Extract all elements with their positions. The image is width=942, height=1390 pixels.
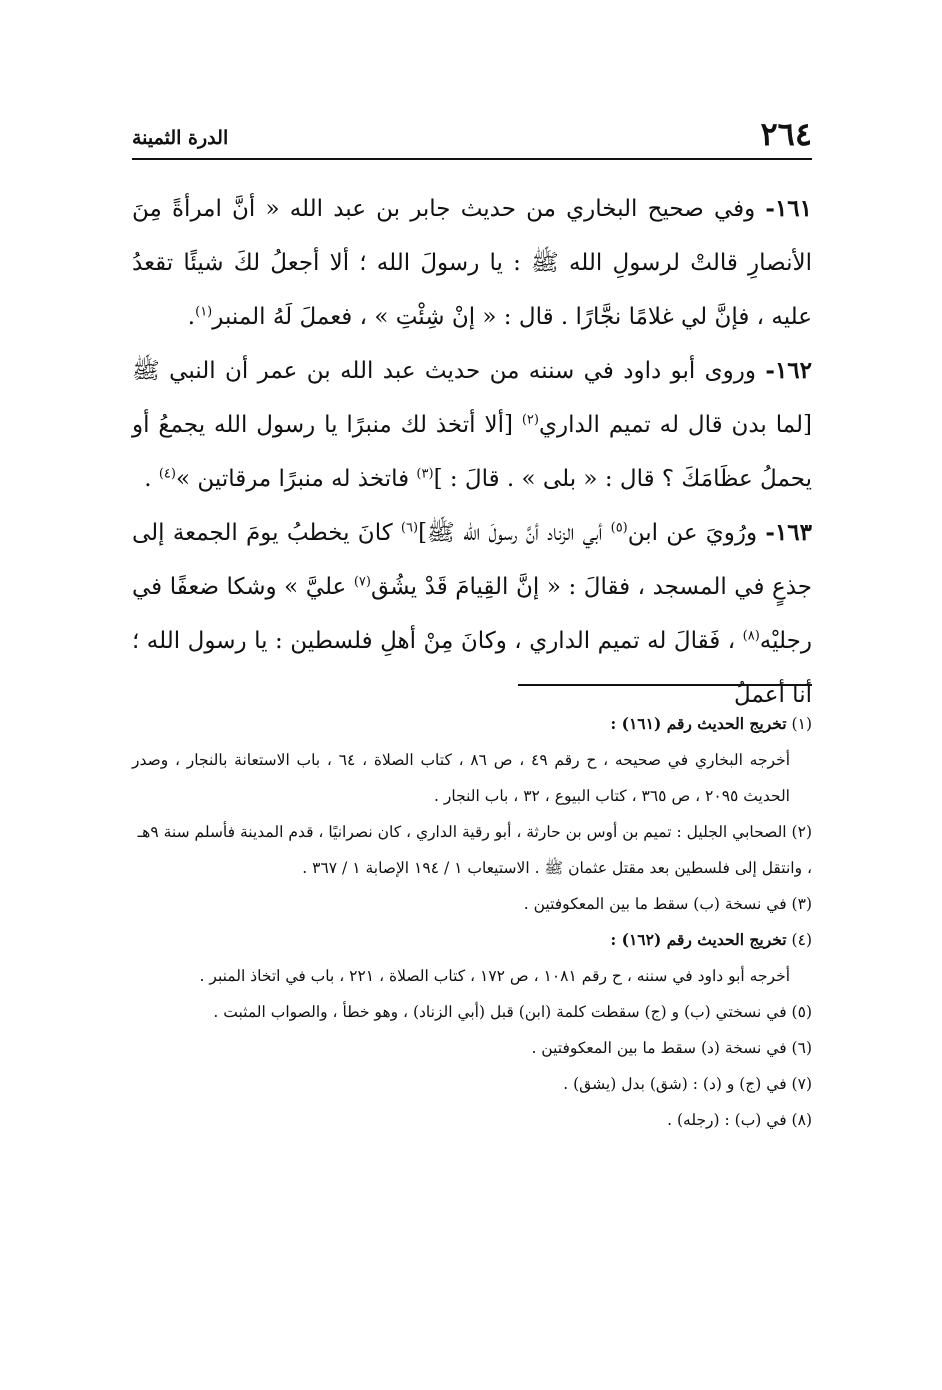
footnote-5 xyxy=(132,994,812,1030)
footnote-number: (٤) xyxy=(791,931,812,949)
footnote-4 xyxy=(132,922,812,958)
footnote-1-text xyxy=(132,742,812,814)
footnote-4-text xyxy=(132,958,812,994)
footnote-ref: (٤) xyxy=(158,466,176,482)
footnote-number: (٨) xyxy=(791,1111,812,1129)
footnote-title: تخريج الحديث رقم (١٦١) : xyxy=(610,714,787,733)
hadith-text: كانَ يخطبُ يومَ الجمعة إلى جذعٍ في المسجد ، فقالَ : « إنَّ القِيامَ قَدْ يشُق xyxy=(132,520,812,600)
footnote-ref: (٧) xyxy=(353,574,371,590)
footnote-title: تخريج الحديث رقم (١٦٢) : xyxy=(610,930,787,949)
footnote-6 xyxy=(132,1030,812,1066)
body-text xyxy=(132,182,812,722)
hadith-text: ، فَقالَ له تميم الداري ، وكانَ مِنْ أهلِ فلسطين : يا رسول الله ؛ أنا أعملُ xyxy=(132,628,812,708)
page-header xyxy=(132,112,812,156)
footnote-ref: (١) xyxy=(195,304,213,320)
footnote-ref: (٨) xyxy=(742,628,760,644)
hadith-text: وفي صحيح البخاري من حديث جابر بن عبد الله « أنَّ امرأةً مِنَ الأنصارِ قالتْ لرسولِ الله ﷺ : يا رسولَ الله ؛ ألا أجعلُ لكَ شيئًا تقعدُ عليه ، فإنَّ لي غلامًا نجَّارًا . قال : « إنْ شِئْتِ » ، فعملَ لَهُ المنبر xyxy=(132,196,812,330)
hadith-text: . xyxy=(187,304,196,330)
footnote-ref: (٣) xyxy=(416,466,434,482)
footnote-1 xyxy=(132,706,812,742)
footnote-text: أخرجه أبو داود في سننه ، ح رقم ١٠٨١ ، ص ١٧٢ ، كتاب الصلاة ، ٢٢١ ، باب في اتخاذ المنبر . xyxy=(199,967,790,985)
hadith-text: . xyxy=(144,466,159,492)
header-rule xyxy=(132,158,812,160)
hadith-text: ورُويَ عن ابن xyxy=(627,520,758,546)
hadith-text: أبي الزناد أنَّ رسولَ الله ﷺ] xyxy=(418,520,611,546)
footnote-separator xyxy=(518,684,812,686)
page-number: ٢٦٤ xyxy=(760,115,812,153)
footnote-number: (١) xyxy=(791,715,812,733)
hadith-163 xyxy=(132,506,812,722)
footnote-ref: (٥) xyxy=(610,520,628,536)
running-title: الدرة الثمينة xyxy=(132,127,229,149)
footnote-text: في (ج) و (د) : (شق) بدل (يشق) . xyxy=(563,1075,787,1093)
footnote-text: أخرجه البخاري في صحيحه ، ح رقم ٤٩ ، ص ٨٦ ، كتاب الصلاة ، ٦٤ ، باب الاستعانة بالنجار ، وصدر الحديث ٢٠٩٥ ، ص ٣٦٥ ، كتاب البيوع ، ٣٢ ، باب النجار . xyxy=(132,751,791,805)
footnote-ref: (٦) xyxy=(400,520,419,536)
footnote-text: في (ب) : (رجله) . xyxy=(667,1111,787,1129)
footnote-number: (٢) xyxy=(791,823,812,841)
footnote-text: في نسخة (ب) سقط ما بين المعكوفتين . xyxy=(523,895,787,913)
footnote-7 xyxy=(132,1066,812,1102)
footnote-2 xyxy=(132,814,812,886)
footnote-8 xyxy=(132,1102,812,1138)
hadith-161 xyxy=(132,182,812,344)
footnote-ref: (٢) xyxy=(521,412,539,428)
hadith-text: [ألا أتخذ لك منبرًا يا رسول الله يجمعُ أو يحملُ عظَامَكَ ؟ قال : « بلى » . قالَ : ] xyxy=(132,412,812,492)
footnote-number: (٣) xyxy=(791,895,812,913)
footnote-3 xyxy=(132,886,812,922)
footnote-text: الصحابي الجليل : تميم بن أوس بن حارثة ، أبو رقية الداري ، كان نصرانيًا ، قدم المدينة فأسلم سنة ٩هـ ، وانتقل إلى فلسطين بعد مقتل عثمان ﷺ . الاستيعاب ١ / ١٩٤ الإصابة ١ / ٣٦٧ . xyxy=(137,823,812,877)
footnote-number: (٦) xyxy=(791,1039,812,1057)
hadith-number: ١٦١- xyxy=(765,195,812,222)
footnotes xyxy=(132,706,812,1138)
hadith-number: ١٦٣- xyxy=(765,519,813,546)
footnote-number: (٥) xyxy=(791,1003,812,1021)
hadith-number: ١٦٢- xyxy=(765,357,812,384)
footnote-number: (٧) xyxy=(791,1075,812,1093)
hadith-162 xyxy=(132,344,812,506)
hadith-text: وروى أبو داود في سننه من حديث عبد الله بن عمر أن النبي ﷺ [لما بدن قال له تميم الداري xyxy=(132,358,812,438)
footnote-text: في نسخة (د) سقط ما بين المعكوفتين . xyxy=(531,1039,787,1057)
hadith-text: عليَّ » وشكا ضعفًا في رجليْه xyxy=(132,574,812,654)
hadith-text: فاتخذ له منبرًا مرقاتين » xyxy=(175,466,417,492)
footnote-text: في نسختي (ب) و (ج) سقطت كلمة (ابن) قبل (أبي الزناد) ، وهو خطأ ، والصواب المثبت . xyxy=(213,1003,787,1021)
